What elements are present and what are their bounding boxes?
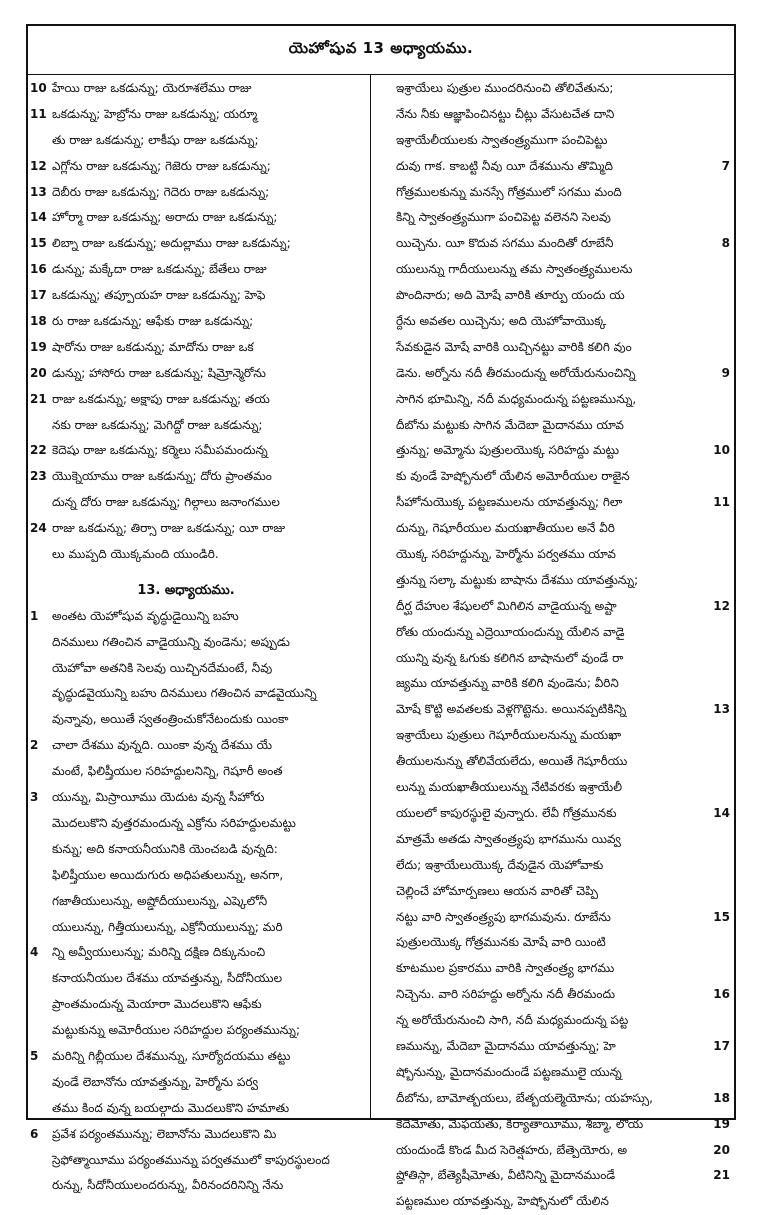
text-line [372, 930, 734, 956]
verse-number: 24 [30, 521, 47, 536]
verse-text: ఒకడున్ను; తప్పూయహ రాజు ఒకడున్ను; హెఫె [52, 288, 266, 303]
verse-text: కూటముల ప్రకారము వారికి స్వాతంత్ర్య భాగము [396, 961, 615, 976]
verse-text: యొక్నెయాము రాజు ఒకడున్ను; దోరు ప్రాంతమం [52, 469, 272, 484]
text-line [372, 1008, 734, 1034]
text-line [28, 76, 370, 102]
text-line [28, 630, 370, 656]
text-line [28, 966, 370, 992]
verse-text: కు వుండే హెష్బోనులో యేలిన అమోరీయుల రాజైన [396, 469, 630, 484]
page-header [28, 26, 734, 75]
verse-number: 17 [30, 288, 47, 303]
text-line [28, 205, 370, 231]
verse-text: ఇశ్రాయేలీయులకు స్వాతంత్ర్యముగా పంచిపెట్టు [396, 132, 608, 147]
verse-text: చాలా దేశము వున్నది. యింకా వున్న దేశము యే [52, 738, 273, 753]
verse-number: 15 [713, 909, 730, 924]
text-line [372, 309, 734, 335]
text-line [28, 1148, 370, 1174]
text-line [372, 697, 734, 723]
text-line [28, 231, 370, 257]
verse-text: దీబోను, బామోత్బయలు, బేత్బయల్మెయోను; యహస్సు, [396, 1090, 653, 1105]
verse-text: చెల్లించే హోమార్పణలు ఆయన వారితో చెప్పి [396, 883, 598, 898]
text-line [28, 361, 370, 387]
text-line [372, 853, 734, 879]
verse-text: యులున్ను, గిత్తీయులున్ను, ఎక్రోనీయులున్ను; మరి [52, 919, 283, 934]
text-line [28, 1070, 370, 1096]
verse-text: దున్న దోరు రాజు ఒకడున్ను; గిల్గాలు జనాంగముల [52, 495, 280, 510]
verse-text: కిన్ని స్వాతంత్ర్యముగా పంచిపెట్ట వలెనని సెలవు [396, 210, 611, 225]
text-line [28, 785, 370, 811]
text-line [372, 102, 734, 128]
verse-text: మోషే కొట్టి అవతలకు వెళ్లగొట్టెను. అయినప్పటికిన్ని [396, 702, 627, 717]
text-line [372, 801, 734, 827]
verse-text: యులున్ను గాదీయులున్ను తమ స్వాతంత్ర్యములను [396, 262, 633, 277]
text-line [28, 837, 370, 863]
text-line [28, 464, 370, 490]
text-line [28, 681, 370, 707]
verse-text: హోర్మా రాజు ఒకడున్ను; అరాదు రాజు ఒకడున్ను; [52, 210, 278, 225]
text-line [372, 128, 734, 154]
text-line [372, 1189, 734, 1215]
verse-text: హేయి రాజు ఒకడున్ను; యెరూశలేము రాజు [52, 81, 252, 95]
text-line [372, 594, 734, 620]
verse-text: తు రాజు ఒకడున్ను; లాకీషు రాజు ఒకడున్ను; [52, 132, 259, 147]
verse-text: షారోను రాజు ఒకడున్ను; మాదోను రాజు ఒక [52, 339, 254, 354]
verse-number: 14 [713, 805, 730, 820]
verse-text: ష్బోనున్ను, మైదానమందుండే పట్టణములై యున్న [396, 1064, 622, 1079]
verse-number: 21 [713, 1168, 730, 1183]
verse-text: లిబ్నా రాజు ఒకడున్ను; అదుల్లాము రాజు ఒకడున్ను; [52, 236, 291, 251]
verse-number: 20 [713, 1142, 730, 1157]
text-line [28, 604, 370, 630]
verse-text: దెబీరు రాజు ఒకడున్ను; గెదెరు రాజు ఒకడున్ను; [52, 184, 270, 199]
right-column [372, 74, 734, 1209]
verse-number: 19 [30, 339, 47, 354]
text-line [28, 889, 370, 915]
verse-text: డున్ను; మక్కేదా రాజు ఒకడున్ను; బేతేలు రాజు [52, 262, 267, 277]
verse-text: యిచ్చెను. యీ కొదువ సగము మందితో రూబేనీ [396, 236, 614, 251]
text-line [372, 283, 734, 309]
verse-text: యున్ని వున్న ఓగుకు కలిగిన బాషానులో వుండే రా [396, 650, 624, 665]
text-line [372, 180, 734, 206]
verse-text: త్తున్ను సల్కా మట్టుకు బాషాను దేశము యావత్తున్ను; [396, 572, 639, 587]
verse-number: 15 [30, 236, 47, 251]
verse-number: 10 [30, 81, 47, 95]
verse-text: సేవకుడైన మోషే వారికి యిచ్చినట్టు వారికి కలిగి వుం [396, 339, 632, 354]
text-line [372, 387, 734, 413]
verse-text: లు ముప్పది యొక్కమంది యుండిరి. [52, 547, 219, 562]
verse-text: జ్యము యావత్తున్ను వారికి కలిగి వుండెను; వీరిని [396, 676, 619, 691]
text-line [372, 827, 734, 853]
text-line [372, 723, 734, 749]
verse-number: 3 [30, 790, 39, 805]
text-line [28, 811, 370, 837]
verse-text: యులలో కాపురస్థులై వున్నారు. లేవీ గోత్రమునకు [396, 805, 617, 820]
chapter-heading: 13. అధ్యాయము. [137, 582, 235, 598]
text-line [28, 1018, 370, 1044]
text-line [372, 257, 734, 283]
verse-text: గజాతీయులున్ను, అష్డోదీయులున్ను, ఎష్కెలోనీ [52, 893, 268, 908]
verse-text: ప్రవేశ పర్యంతమున్ను; లెబానోను మొదలుకొని మి [52, 1126, 277, 1141]
text-line [372, 205, 734, 231]
verse-number: 18 [30, 314, 47, 329]
verse-text: మరిన్ని గిబ్లీయుల దేశమున్ను, సూర్యోదయము తట్టు [52, 1048, 291, 1063]
text-line [372, 1112, 734, 1138]
text-line [28, 335, 370, 361]
text-line [28, 1122, 370, 1148]
verse-text: ఒకడున్ను; హెబ్రోను రాజు ఒకడున్ను; యర్మూ [52, 106, 258, 121]
verse-text: న్ని అవ్వీయులున్ను; మరిన్ని దక్షిణ దిక్కునుంచి [52, 945, 266, 960]
verse-text: తీయులనున్ను తోలివేయలేదు, అయితే గెషూరీయు [396, 754, 628, 769]
text-line [28, 542, 370, 568]
verse-number: 8 [721, 236, 730, 251]
text-line [28, 940, 370, 966]
verse-text: ష్డోతిస్గా, బేత్యెషీమోతు, వీటినిన్ని మైదానముండే [396, 1168, 616, 1183]
verse-number: 9 [721, 365, 730, 380]
text-line [372, 1138, 734, 1164]
text-line [372, 361, 734, 387]
verse-text: అంతట యెహోషువ వృద్ధుడైయిన్ని బహు [52, 608, 239, 623]
verse-number: 18 [713, 1090, 730, 1105]
verse-text: రోతు యందున్ను ఎద్రెయీయందున్ను యేలిన వాడై [396, 624, 625, 639]
text-line [372, 775, 734, 801]
verse-text: యెహోవా అతనికి సెలవు యిచ్చినదేమంటే, నీవు [52, 660, 273, 675]
verse-text: పొందినారు; అది మోషే వారికి తూర్పు యందు య [396, 288, 625, 303]
verse-text: ఇశ్రాయేలు పుత్రుల ముందరినుంచి తోలివేతును; [396, 81, 614, 95]
left-column [28, 74, 371, 1193]
text-line [28, 1173, 370, 1199]
verse-text: యున్ను, మిస్రాయీము యెదుట వున్న సీహోరు [52, 790, 265, 805]
verse-text: మాత్రమే అతడు స్వాతంత్ర్యపు భాగమును యివ్వ [396, 831, 621, 846]
text-line [28, 283, 370, 309]
verse-text: కెదెషు రాజు ఒకడున్ను; కర్మెలు సమీపమందున్న [52, 443, 268, 458]
verse-text: నేను నీకు ఆజ్ఞాపించినట్టు చీట్లు వేసుటచేత దాని [396, 106, 615, 121]
text-line [372, 438, 734, 464]
verse-number: 19 [713, 1116, 730, 1131]
verse-text: స్రెఫోత్మాయీము పర్యంతమున్ను పర్వతములో కాపురస్థులంద [52, 1152, 330, 1167]
verse-text: నిచ్చెను. వారి సరిహద్దు అర్నోను నదీ తీరమందు [396, 987, 616, 1002]
text-line [372, 231, 734, 257]
verse-number: 12 [713, 598, 730, 613]
verse-number: 14 [30, 210, 47, 225]
verse-text: ఇశ్రాయేలు పుత్రులు గెషూరీయులనున్ను మయఖా [396, 728, 622, 743]
verse-number: 11 [30, 106, 47, 121]
text-line [28, 516, 370, 542]
verse-number: 1 [30, 608, 39, 623]
text-line [28, 656, 370, 682]
verse-text: పట్టణముల యావత్తున్ను, హెష్బోనులో యేలిన [396, 1194, 609, 1209]
text-line [28, 438, 370, 464]
verse-text: వున్నావు, అయితే స్వతంత్రించుకోనేటందుకు యింకా [52, 712, 289, 727]
text-line [28, 915, 370, 941]
text-line [28, 1044, 370, 1070]
text-line [372, 516, 734, 542]
verse-text: దువు గాక. కాబట్టి నీవు యీ దేశమును తొమ్మిది [396, 158, 613, 173]
verse-number: 17 [713, 1038, 730, 1053]
verse-text: దున్ను, గెషూరీయుల మయఖాతీయుల అనే వీరి [396, 521, 615, 536]
text-line [28, 759, 370, 785]
verse-text: మట్టుకున్ను అమోరీయుల సరిహద్దుల పర్యంతమున్ను; [52, 1023, 300, 1038]
verse-number: 12 [30, 158, 47, 173]
text-line [28, 102, 370, 128]
verse-text: దీబోను మట్టుకు సాగిన మేదెబా మైదానము యావ [396, 417, 624, 432]
text-line [28, 992, 370, 1018]
text-line [372, 335, 734, 361]
text-line [372, 154, 734, 180]
verse-text: కున్ను; అది కనాయనీయునికి యెంచబడి వున్నది: [52, 841, 278, 856]
verse-number: 7 [721, 158, 730, 173]
verse-number: 5 [30, 1048, 39, 1063]
text-line [28, 707, 370, 733]
verse-number: 20 [30, 365, 47, 380]
verse-text: లేదు; ఇశ్రాయేలుయొక్క దేవుడైన యెహోవాకు [396, 857, 604, 872]
verse-number: 22 [30, 443, 47, 458]
text-line [372, 1034, 734, 1060]
verse-text: సాగిన భూమిన్ని, నదీ మధ్యమందున్న పట్టణమున్ను, [396, 391, 637, 406]
text-line [372, 568, 734, 594]
text-line [372, 956, 734, 982]
verse-text: మొదలుకొని వుత్తరమందున్న ఎక్రోను సరిహద్దులమట్టు [52, 815, 296, 830]
text-line [372, 1086, 734, 1112]
text-line [28, 128, 370, 154]
text-line [372, 413, 734, 439]
verse-number: 16 [713, 987, 730, 1002]
verse-text: డెను. అర్నోను నదీ తీరమందున్న అరోయేరునుంచిన్ని [396, 365, 636, 380]
text-line [28, 490, 370, 516]
text-line [372, 490, 734, 516]
text-line [28, 257, 370, 283]
text-line [372, 905, 734, 931]
verse-number: 6 [30, 1126, 39, 1141]
text-line [372, 879, 734, 905]
verse-text: యందుండే కొండ మీద సెరెత్షహరు, బేత్పెయోరు, అ [396, 1142, 628, 1157]
text-line [372, 542, 734, 568]
verse-text: రున్ను, సీదోనీయులందరున్ను, వీరినందరినిన్ని నేను [52, 1178, 284, 1193]
verse-text: వృద్ధుడవైయున్ని బహు దినములు గతించిన వాడవైయున్ని [52, 686, 317, 701]
verse-number: 16 [30, 262, 47, 277]
verse-text: దినములు గతించిన వాడైయున్ని వుండెను; అప్పుడు [52, 634, 290, 649]
verse-number: 2 [30, 738, 39, 753]
verse-number: 4 [30, 945, 39, 960]
text-line [372, 620, 734, 646]
text-line [372, 1060, 734, 1086]
text-line [372, 671, 734, 697]
verse-text: పుత్రులయొక్క గోత్రమునకు మోషే వారి యింటి [396, 935, 606, 950]
verse-number: 13 [713, 702, 730, 717]
text-line [28, 733, 370, 759]
verse-text: వుండే లెబానోను యావత్తున్ను, హెర్మోను పర్వ [52, 1074, 258, 1089]
verse-text: ప్రాంతమందున్న మెయారా మొదలుకొని ఆఫేకు [52, 997, 262, 1012]
verse-text: దీర్ఘ దేహుల శేషులలో మిగిలిన వాడైయున్న అష్టా [396, 598, 617, 613]
text-line [372, 982, 734, 1008]
verse-number: 13 [30, 184, 47, 199]
verse-text: నట్టు వారి స్వాతంత్ర్యపు భాగమవును. రూబేను [396, 909, 611, 924]
text-line [28, 180, 370, 206]
verse-text: న్న అరోయేరునుంచి సాగి, నదీ మధ్యమందున్న పట్ట [396, 1013, 629, 1028]
verse-number: 11 [713, 495, 730, 510]
scripture-page [26, 24, 736, 1209]
text-line [28, 863, 370, 889]
verse-text: సీహోనుయొక్క పట్టణములను యావత్తున్ను; గిలా [396, 495, 623, 510]
verse-text: రాజు ఒకడున్ను; అక్షాపు రాజు ఒకడున్ను; తయ [52, 391, 270, 406]
text-line [28, 154, 370, 180]
text-line [372, 1163, 734, 1189]
text-line [28, 309, 370, 335]
text-line [28, 1096, 370, 1122]
spacer [28, 568, 370, 578]
verse-text: రాజు ఒకడున్ను; తిర్సా రాజు ఒకడున్ను; యీ రాజు [52, 521, 286, 536]
page-title: యెహోషువ 13 అధ్యాయము. [288, 39, 474, 57]
text-line [28, 387, 370, 413]
text-line [28, 413, 370, 439]
verse-text: తము కింద వున్న బయల్గాదు మొదలుకొని హమాతు [52, 1100, 290, 1115]
verse-text: యొక్క సరిహద్దున్ను, హెర్మోను పర్వతము యావ [396, 547, 616, 562]
text-line [372, 76, 734, 102]
verse-text: ర్దేను అవతల యిచ్చెను; అది యెహోవాయొక్క [396, 314, 607, 329]
verse-text: రు రాజు ఒకడున్ను; ఆఫేకు రాజు ఒకడున్ను; [52, 314, 254, 329]
text-line [372, 464, 734, 490]
text-line [372, 749, 734, 775]
verse-text: గోత్రములకున్ను మనస్సే గోత్రములో సగము మంది [396, 184, 622, 199]
verse-number: 10 [713, 443, 730, 458]
verse-text: నకు రాజు ఒకడున్ను; మెగిద్దో రాజు ఒకడున్ను; [52, 417, 263, 432]
verse-text: ఎగ్లోను రాజు ఒకడున్ను; గెజెరు రాజు ఒకడున్ను; [52, 158, 271, 173]
verse-text: లున్ను మయఖాతీయులున్ను నేటివరకు ఇశ్రాయేలీ [396, 780, 623, 795]
verse-text: ణమున్ను, మేదెబా మైదానము యావత్తున్ను; హె [396, 1038, 616, 1053]
verse-text: కనాయనీయుల దేశము యావత్తున్ను, సీదోనీయుల [52, 971, 283, 986]
verse-text: డున్ను; హాసోరు రాజు ఒకడున్ను; షిమ్రోన్మెరోను [52, 365, 266, 380]
verse-text: త్తున్ను; అమ్మోను పుత్రులయొక్క సరిహద్దు మట్టు [396, 443, 620, 458]
verse-number: 23 [30, 469, 47, 484]
text-line [372, 646, 734, 672]
verse-text: కెదేమోతు, మేఫయతు, కిర్యాతాయీము, శిబ్మా, లోయ [396, 1116, 644, 1131]
page-body [28, 74, 734, 1209]
verse-number: 21 [30, 391, 47, 406]
verse-text: ఫిలిష్తీయుల అయిదుగురు అధిపతులున్ను, అనగా, [52, 867, 284, 882]
verse-text: మంటే, ఫిలిష్తీయుల సరిహద్దులనిన్ని, గెషూరీ అంత [52, 764, 283, 779]
